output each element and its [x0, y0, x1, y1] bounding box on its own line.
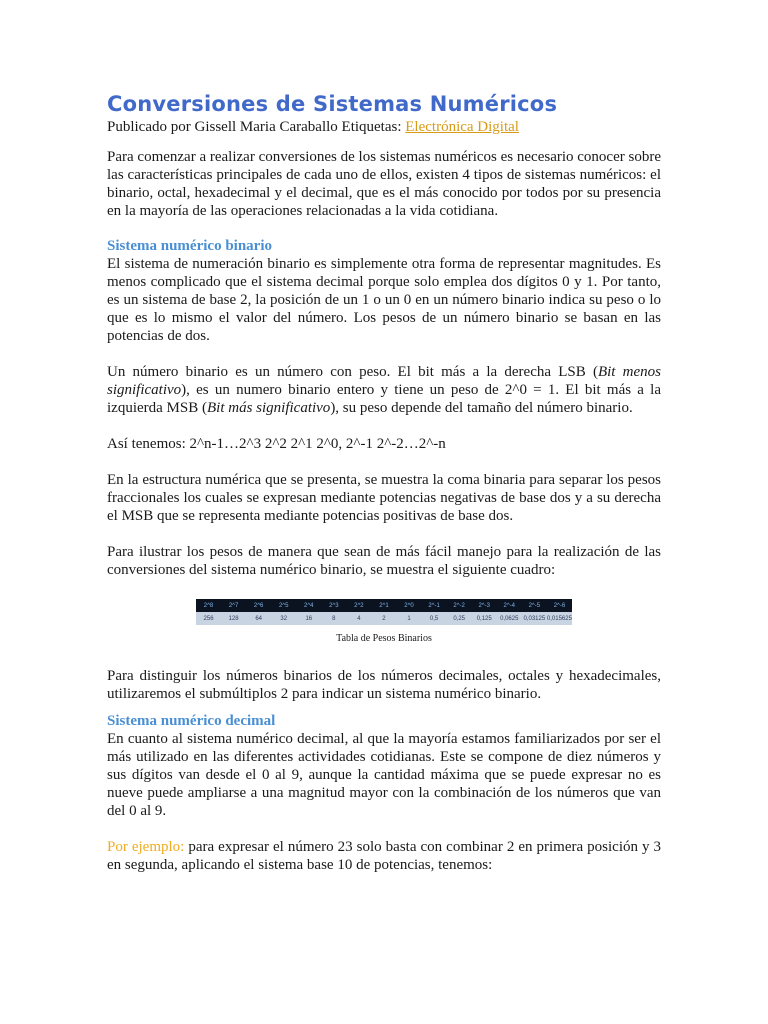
byline [107, 118, 661, 136]
value-cell: 0,0625 [497, 612, 522, 625]
value-cell: 0,25 [447, 612, 472, 625]
power-cell: 2^-6 [547, 599, 572, 612]
power-cell: 2^-1 [422, 599, 447, 612]
binary-paragraph-5: Para ilustrar los pesos de manera que sean de más fácil manejo para la realización de las conversiones del sistema numérico binario, se muestra el siguiente cuadro: [107, 544, 661, 578]
values-row [196, 612, 572, 625]
binary-weights-table [196, 599, 572, 625]
lsb-term: Bit menos significativo [107, 364, 661, 398]
binary-paragraph-3: Así tenemos: 2^n-1…2^3 2^2 2^1 2^0, 2^-1 2^-2…2^-n [107, 436, 446, 452]
power-cell: 2^2 [346, 599, 371, 612]
value-cell: 32 [271, 612, 296, 625]
value-cell: 0,03125 [522, 612, 547, 625]
value-cell: 256 [196, 612, 221, 625]
powers-row [196, 599, 572, 612]
tag-link[interactable]: Electrónica Digital [405, 119, 519, 135]
power-cell: 2^0 [397, 599, 422, 612]
example-text: para expresar el número 23 solo basta con combinar 2 en primera posición y 3 en segunda, aplicando el sistema base 10 de potencias, tenemos: [107, 839, 662, 873]
article [107, 90, 661, 874]
power-cell: 2^5 [271, 599, 296, 612]
value-cell: 4 [346, 612, 371, 625]
binary-p2-text-a: Un número binario es un número con peso. El bit más a la derecha LSB ( [107, 364, 598, 380]
section-heading-decimal: Sistema numérico decimal [107, 713, 276, 729]
binary-weights-table-wrap [196, 599, 572, 625]
power-cell: 2^1 [371, 599, 396, 612]
value-cell: 2 [371, 612, 396, 625]
value-cell: 0,015625 [547, 612, 572, 625]
decimal-paragraph-1: En cuanto al sistema numérico decimal, al que la mayoría estamos familiarizados por ser el más utilizado en las diferentes actividades cotidianas. Este se compone de diez números y sus dígitos van desde el 0 al 9, aunque la cantidad máxima que se puede expresar no es nueve puede ampliarse a una magnitud mayor con la combinación de los números que van del 0 al 9. [107, 731, 661, 819]
power-cell: 2^-3 [472, 599, 497, 612]
msb-term: Bit más significativo [206, 400, 331, 416]
power-cell: 2^3 [321, 599, 346, 612]
intro-paragraph: Para comenzar a realizar conversiones de los sistemas numéricos es necesario conocer sobre las características principales de cada uno de ellos, existen 4 tipos de sistemas numéricos: el binario, octal, hexadecimal y el decimal, que es el más conocido por todos por su presencia en la mayoría de las operaciones relacionadas a la vida cotidiana. [107, 149, 661, 219]
binary-paragraph-1: El sistema de numeración binario es simplemente otra forma de representar magnitudes. Es menos complicado que el sistema decimal porque solo emplea dos dígitos 0 y 1. Por tanto, es un sistema de base 2, la posición de un 1 o un 0 en un número binario indica su peso o lo que es lo mismo el valor del número. Los pesos de un número binario se basan en las potencias de dos. [107, 256, 661, 344]
example-label: Por ejemplo: [107, 839, 185, 855]
power-cell: 2^-2 [447, 599, 472, 612]
binary-paragraph-6: Para distinguir los números binarios de los números decimales, octales y hexadecimales, utilizaremos el submúltiplos 2 para indicar un sistema numérico binario. [107, 668, 661, 702]
value-cell: 0,125 [472, 612, 497, 625]
power-cell: 2^-5 [522, 599, 547, 612]
value-cell: 128 [221, 612, 246, 625]
value-cell: 16 [296, 612, 321, 625]
power-cell: 2^-4 [497, 599, 522, 612]
binary-paragraph-2 [107, 363, 661, 417]
value-cell: 64 [246, 612, 271, 625]
power-cell: 2^4 [296, 599, 321, 612]
binary-p2-text-b: ), es un numero binario entero y tiene un peso de 2^0 = 1. El bit más a la izquierda MSB ( [107, 382, 661, 416]
power-cell: 2^6 [246, 599, 271, 612]
power-cell: 2^7 [221, 599, 246, 612]
byline-author: Publicado por Gissell Maria Caraballo Etiquetas: [107, 119, 402, 135]
decimal-paragraph-2 [107, 838, 661, 874]
power-cell: 2^8 [196, 599, 221, 612]
value-cell: 8 [321, 612, 346, 625]
value-cell: 0,5 [422, 612, 447, 625]
value-cell: 1 [397, 612, 422, 625]
binary-p2-text-c: ), su peso depende del tamaño del número binario. [330, 400, 633, 416]
page-title: Conversiones de Sistemas Numéricos [107, 92, 558, 116]
section-heading-binary: Sistema numérico binario [107, 238, 272, 254]
binary-paragraph-4: En la estructura numérica que se presenta, se muestra la coma binaria para separar los pesos fraccionales los cuales se expresan mediante potencias negativas de base dos y a su derecha el MSB que se representa mediante potencias positivas de base dos. [107, 472, 661, 524]
table-caption: Tabla de Pesos Binarios [336, 633, 432, 644]
